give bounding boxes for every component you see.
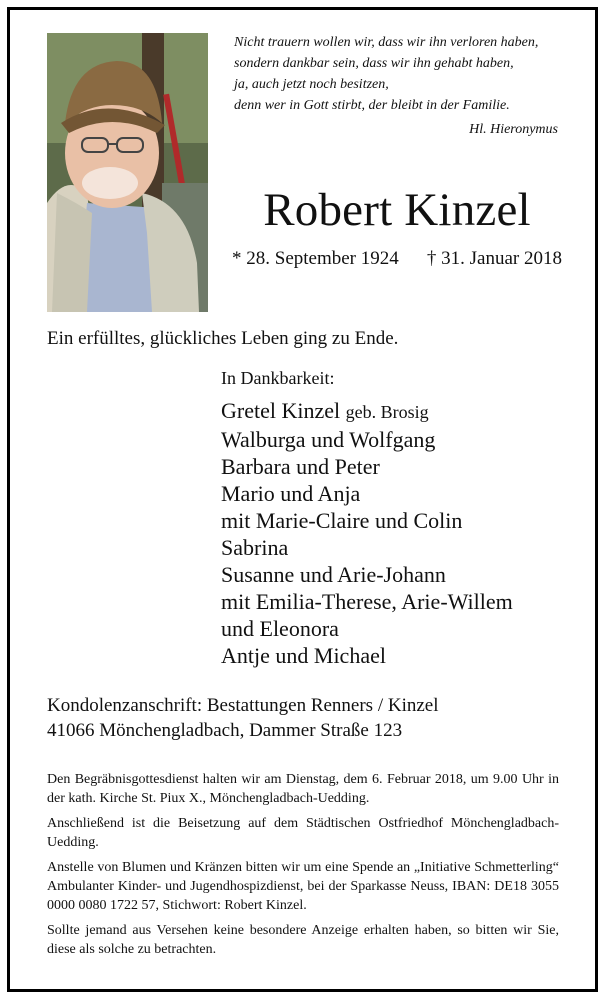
deceased-name: Robert Kinzel xyxy=(263,184,531,236)
quote-line: sondern dankbar sein, dass wir ihn gehabt haben, xyxy=(234,56,514,71)
notice-paragraph: Sollte jemand aus Versehen keine besondere Anzeige erhalten haben, so bitten wir Sie, diese als solche zu betrachten. xyxy=(47,923,559,957)
quote-author: Hl. Hieronymus xyxy=(469,122,558,137)
quote-line: Nicht trauern wollen wir, dass wir ihn verloren haben, xyxy=(234,35,539,50)
spouse-name: Gretel Kinzel xyxy=(221,398,341,423)
family-member: Mario und Anja xyxy=(221,481,361,506)
burial-paragraph: Anschließend ist die Beisetzung auf dem Städtischen Ostfriedhof Mönchengladbach-Uedding. xyxy=(47,816,559,850)
death-date: † 31. Januar 2018 xyxy=(426,248,562,269)
life-dates xyxy=(232,247,562,271)
family-member: Walburga und Wolfgang xyxy=(221,427,436,452)
donation-paragraph: Anstelle von Blumen und Kränzen bitten wir um eine Spende an „Initiative Schmetterling“ Ambulanter Kinder- und Jugendhospizdienst, bei der Sparkasse Neuss, IBAN: DE18 3055 0000 0080 1722 57, Stichwort: Robert Kinzel. xyxy=(47,860,559,913)
family-member xyxy=(221,397,513,426)
memorial-quote xyxy=(234,32,564,140)
birth-date: * 28. September 1924 xyxy=(232,248,399,269)
service-paragraph: Den Begräbnisgottesdienst halten wir am Dienstag, dem 6. Februar 2018, um 9.00 Uhr in der kath. Kirche St. Piux X., Mönchengladbach-Uedding. xyxy=(47,772,559,806)
portrait-photo xyxy=(47,33,208,312)
quote-line: ja, auch jetzt noch besitzen, xyxy=(234,77,389,92)
maiden-name-note: geb. Brosig xyxy=(345,402,429,422)
family-member: und Eleonora xyxy=(221,616,339,641)
family-member: mit Marie-Claire und Colin xyxy=(221,508,463,533)
family-member: Antje und Michael xyxy=(221,643,386,668)
family-list xyxy=(221,397,513,669)
intro-sentence: Ein erfülltes, glückliches Leben ging zu Ende. xyxy=(47,328,399,349)
condolence-address xyxy=(47,693,439,743)
address-line: Kondolenzanschrift: Bestattungen Renners / Kinzel xyxy=(47,695,439,716)
family-member: mit Emilia-Therese, Arie-Willem xyxy=(221,589,513,614)
family-member: Susanne und Arie-Johann xyxy=(221,562,446,587)
family-member: Barbara und Peter xyxy=(221,454,380,479)
address-line: 41066 Mönchengladbach, Dammer Straße 123 xyxy=(47,720,403,741)
family-member: Sabrina xyxy=(221,535,289,560)
quote-line: denn wer in Gott stirbt, der bleibt in der Familie. xyxy=(234,98,510,113)
thanks-label: In Dankbarkeit: xyxy=(221,368,335,388)
funeral-details xyxy=(47,770,559,965)
